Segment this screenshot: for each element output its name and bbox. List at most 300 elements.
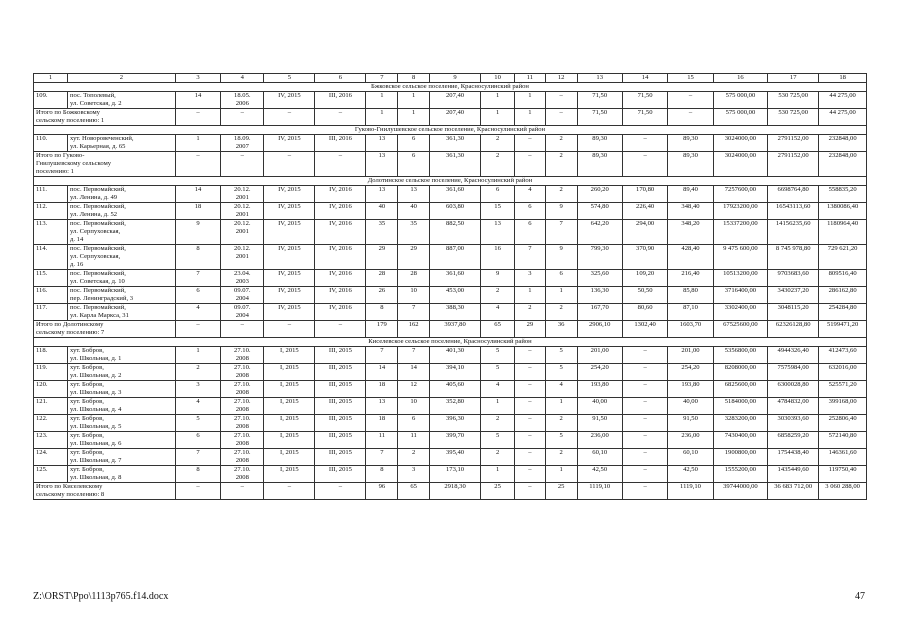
subtotal-cell: 2 xyxy=(481,152,515,177)
table-cell: 1 xyxy=(175,347,220,364)
table-cell: 60,10 xyxy=(668,449,713,466)
table-cell: 8 xyxy=(366,466,398,483)
table-cell: 20.12. 2001 xyxy=(221,245,264,270)
table-cell: 348,40 xyxy=(668,203,713,220)
subtotal-cell: 71,50 xyxy=(577,109,622,126)
table-cell: – xyxy=(515,364,546,381)
table-cell: 89,40 xyxy=(668,186,713,203)
table-cell: 7430400,00 xyxy=(713,432,767,449)
table-cell: 574,80 xyxy=(577,203,622,220)
subtotal-cell: – xyxy=(221,321,264,338)
table-cell: – xyxy=(515,466,546,483)
table-cell: 799,30 xyxy=(577,245,622,270)
table-cell: 26 xyxy=(366,287,398,304)
column-number: 1 xyxy=(34,74,68,83)
subtotal-label: Итого по Киселевскому сельскому поселению: 8 xyxy=(34,483,176,500)
row-number: 120. xyxy=(34,381,68,398)
subtotal-cell: 2 xyxy=(545,152,577,177)
table-cell: 193,80 xyxy=(668,381,713,398)
table-cell: 401,30 xyxy=(430,347,481,364)
section-title-row xyxy=(34,83,867,92)
subtotal-cell: – xyxy=(315,321,366,338)
table-cell: 9 xyxy=(545,203,577,220)
column-number: 3 xyxy=(175,74,220,83)
table-row xyxy=(34,381,867,398)
table-cell: 80,60 xyxy=(622,304,667,321)
address-cell: пос. Первомайский, ул. Ленина, д. 52 xyxy=(68,203,176,220)
row-number: 123. xyxy=(34,432,68,449)
table-cell: 35 xyxy=(398,220,430,245)
table-cell: 6 xyxy=(515,203,546,220)
table-cell: IV, 2016 xyxy=(315,186,366,203)
table-cell: 14 xyxy=(366,364,398,381)
subtotal-label: Итого по Божковскому сельскому поселению: 1 xyxy=(34,109,176,126)
file-path: Z:\ORST\Ppo\1113p765.f14.docx xyxy=(33,591,169,602)
table-cell: 10 xyxy=(398,398,430,415)
table-cell: 388,30 xyxy=(430,304,481,321)
table-cell: 5 xyxy=(545,364,577,381)
table-cell: 8 xyxy=(175,245,220,270)
table-cell: – xyxy=(515,449,546,466)
table-cell: 4944326,40 xyxy=(768,347,819,364)
table-cell: III, 2015 xyxy=(315,381,366,398)
subtotal-cell: 62326128,80 xyxy=(768,321,819,338)
table-cell: 15337200,00 xyxy=(713,220,767,245)
table-cell: – xyxy=(622,449,667,466)
subtotal-cell: – xyxy=(221,483,264,500)
table-cell: 6825600,00 xyxy=(713,381,767,398)
table-cell: 28 xyxy=(398,270,430,287)
table-row xyxy=(34,245,867,270)
table-cell: 9 475 600,00 xyxy=(713,245,767,270)
table-cell: 27.10. 2008 xyxy=(221,415,264,432)
table-cell: 29 xyxy=(398,245,430,270)
table-cell: 8208000,00 xyxy=(713,364,767,381)
address-cell: хут. Бобров, ул. Школьная, д. 1 xyxy=(68,347,176,364)
table-cell: 15 xyxy=(481,203,515,220)
table-cell: 525571,20 xyxy=(819,381,867,398)
table-cell: 2 xyxy=(481,287,515,304)
table-cell: 85,80 xyxy=(668,287,713,304)
subtotal-cell: 361,30 xyxy=(430,152,481,177)
subtotal-cell: 44 275,00 xyxy=(819,109,867,126)
subtotal-cell: – xyxy=(315,152,366,177)
row-number: 113. xyxy=(34,220,68,245)
column-number: 2 xyxy=(68,74,176,83)
table-cell: 3716400,00 xyxy=(713,287,767,304)
table-cell: III, 2015 xyxy=(315,415,366,432)
table-cell: 6 xyxy=(515,220,546,245)
column-number: 4 xyxy=(221,74,264,83)
table-row xyxy=(34,432,867,449)
table-cell: 71,50 xyxy=(577,92,622,109)
table-cell: 40,00 xyxy=(577,398,622,415)
subtotal-cell: 207,40 xyxy=(430,109,481,126)
table-cell: 7 xyxy=(175,449,220,466)
table-cell: 10 xyxy=(398,287,430,304)
table-cell: 9 xyxy=(545,245,577,270)
table-cell: 3 xyxy=(398,466,430,483)
address-cell: пос. Первомайский, ул. Серпуховская, д. 14 xyxy=(68,220,176,245)
document-sheet xyxy=(33,73,867,500)
table-cell: 71,50 xyxy=(622,92,667,109)
table-cell: 2 xyxy=(175,364,220,381)
table-row xyxy=(34,203,867,220)
table-cell: 412473,60 xyxy=(819,347,867,364)
table-cell: 87,10 xyxy=(668,304,713,321)
table-cell: 16543113,60 xyxy=(768,203,819,220)
table-cell: 09.07. 2004 xyxy=(221,287,264,304)
table-cell: 167,70 xyxy=(577,304,622,321)
column-number: 12 xyxy=(545,74,577,83)
table-cell: 91,50 xyxy=(577,415,622,432)
page-number: 47 xyxy=(855,591,865,602)
address-cell: пос. Первомайский, ул. Советская, д. 10 xyxy=(68,270,176,287)
table-cell: 6 xyxy=(481,186,515,203)
subtotal-cell: 1119,10 xyxy=(668,483,713,500)
table-cell: 27.10. 2008 xyxy=(221,466,264,483)
table-cell: III, 2016 xyxy=(315,92,366,109)
address-cell: пос. Тополевый, ул. Советская, д. 2 xyxy=(68,92,176,109)
subtotal-cell: 25 xyxy=(545,483,577,500)
table-cell: 9703683,60 xyxy=(768,270,819,287)
table-cell: 27.10. 2008 xyxy=(221,432,264,449)
table-cell: 603,80 xyxy=(430,203,481,220)
table-cell: – xyxy=(622,415,667,432)
table-cell: 1 xyxy=(515,287,546,304)
table-cell: 23.04. 2003 xyxy=(221,270,264,287)
table-cell: 7 xyxy=(398,304,430,321)
table-cell: 44 275,00 xyxy=(819,92,867,109)
column-number: 11 xyxy=(515,74,546,83)
table-cell: I, 2015 xyxy=(264,347,315,364)
table-cell: 1 xyxy=(545,287,577,304)
table-cell: 453,00 xyxy=(430,287,481,304)
subtotal-cell: 1 xyxy=(481,109,515,126)
table-cell: 28 xyxy=(366,270,398,287)
section-title: Долотинское сельское поселение, Красносулинский район xyxy=(34,177,867,186)
table-cell: 6 xyxy=(175,432,220,449)
table-cell: I, 2015 xyxy=(264,415,315,432)
table-cell: 40,00 xyxy=(668,398,713,415)
table-cell: 4 xyxy=(515,186,546,203)
table-cell: 40 xyxy=(398,203,430,220)
table-cell: 109,20 xyxy=(622,270,667,287)
table-row xyxy=(34,364,867,381)
table-cell: III, 2015 xyxy=(315,347,366,364)
table-cell: 2 xyxy=(481,415,515,432)
data-table xyxy=(33,73,867,500)
table-cell: IV, 2016 xyxy=(315,203,366,220)
column-number: 7 xyxy=(366,74,398,83)
subtotal-cell: 1 xyxy=(515,109,546,126)
subtotal-label: Итого по Долотинскому сельскому поселению: 7 xyxy=(34,321,176,338)
table-cell: 8 xyxy=(175,466,220,483)
row-number: 121. xyxy=(34,398,68,415)
table-cell: 1 xyxy=(545,466,577,483)
table-cell: 146361,60 xyxy=(819,449,867,466)
row-number: 117. xyxy=(34,304,68,321)
table-cell: 2 xyxy=(545,415,577,432)
table-cell: 18.05. 2006 xyxy=(221,92,264,109)
table-row xyxy=(34,135,867,152)
table-cell: 1 xyxy=(175,135,220,152)
table-cell: 7 xyxy=(545,220,577,245)
table-cell: 1754438,40 xyxy=(768,449,819,466)
table-cell: 632016,00 xyxy=(819,364,867,381)
table-cell: 27.10. 2008 xyxy=(221,398,264,415)
table-cell: 558835,20 xyxy=(819,186,867,203)
table-cell: 10513200,00 xyxy=(713,270,767,287)
address-cell: пос. Первомайский, ул. Карла Маркса, 31 xyxy=(68,304,176,321)
table-cell: IV, 2015 xyxy=(264,270,315,287)
table-cell: 1180964,40 xyxy=(819,220,867,245)
subtotal-cell: 96 xyxy=(366,483,398,500)
subtotal-cell: 71,50 xyxy=(622,109,667,126)
subtotal-label: Итого по Гуково- Гнилушевскому сельскому поселению: 1 xyxy=(34,152,176,177)
subtotal-row xyxy=(34,152,867,177)
table-cell: 1 xyxy=(545,398,577,415)
column-number: 17 xyxy=(768,74,819,83)
table-cell: 361,60 xyxy=(430,186,481,203)
table-cell: IV, 2016 xyxy=(315,287,366,304)
address-cell: пос. Первомайский, ул. Ленина, д. 49 xyxy=(68,186,176,203)
table-cell: III, 2015 xyxy=(315,432,366,449)
table-row xyxy=(34,304,867,321)
subtotal-cell: 1603,70 xyxy=(668,321,713,338)
table-cell: 252806,40 xyxy=(819,415,867,432)
column-number: 10 xyxy=(481,74,515,83)
table-cell: 7 xyxy=(366,449,398,466)
table-cell: 1 xyxy=(398,92,430,109)
row-number: 109. xyxy=(34,92,68,109)
table-cell: 5 xyxy=(481,347,515,364)
subtotal-cell: 232848,00 xyxy=(819,152,867,177)
table-cell: III, 2015 xyxy=(315,449,366,466)
subtotal-cell: – xyxy=(264,483,315,500)
table-cell: I, 2015 xyxy=(264,432,315,449)
table-cell: 35 xyxy=(366,220,398,245)
table-cell: III, 2015 xyxy=(315,466,366,483)
column-number: 6 xyxy=(315,74,366,83)
table-cell: 13 xyxy=(366,135,398,152)
subtotal-cell: 39744000,00 xyxy=(713,483,767,500)
table-cell: 6698764,80 xyxy=(768,186,819,203)
subtotal-cell: 6 xyxy=(398,152,430,177)
subtotal-cell: – xyxy=(221,152,264,177)
table-cell: 352,80 xyxy=(430,398,481,415)
table-cell: 1435449,60 xyxy=(768,466,819,483)
subtotal-cell: – xyxy=(315,109,366,126)
table-cell: 325,60 xyxy=(577,270,622,287)
subtotal-row xyxy=(34,321,867,338)
table-cell: – xyxy=(515,347,546,364)
table-cell: 3 xyxy=(515,270,546,287)
section-title: Киселевское сельское поселение, Красносулинский район xyxy=(34,338,867,347)
table-cell: 5356800,00 xyxy=(713,347,767,364)
table-cell: 232848,00 xyxy=(819,135,867,152)
table-cell: 50,50 xyxy=(622,287,667,304)
subtotal-cell: – xyxy=(175,152,220,177)
table-cell: 5 xyxy=(481,364,515,381)
table-cell: – xyxy=(622,364,667,381)
table-cell: IV, 2015 xyxy=(264,245,315,270)
table-cell: – xyxy=(622,432,667,449)
table-cell: 60,10 xyxy=(577,449,622,466)
table-cell: 5184000,00 xyxy=(713,398,767,415)
section-title: Бжковское сельское поселение, Красносулинский район xyxy=(34,83,867,92)
table-cell: 207,40 xyxy=(430,92,481,109)
table-cell: 6 xyxy=(398,415,430,432)
table-cell: 14 xyxy=(175,92,220,109)
subtotal-cell: 530 725,00 xyxy=(768,109,819,126)
subtotal-cell: 1 xyxy=(366,109,398,126)
subtotal-cell: – xyxy=(175,321,220,338)
table-cell: 348,20 xyxy=(668,220,713,245)
table-cell: 1 xyxy=(515,92,546,109)
table-cell: 3048115,20 xyxy=(768,304,819,321)
subtotal-cell: 2791152,00 xyxy=(768,152,819,177)
table-cell: 1555200,00 xyxy=(713,466,767,483)
subtotal-cell: – xyxy=(315,483,366,500)
table-cell: 7 xyxy=(515,245,546,270)
table-cell: IV, 2016 xyxy=(315,220,366,245)
table-cell: IV, 2015 xyxy=(264,203,315,220)
section-title-row xyxy=(34,126,867,135)
column-number: 5 xyxy=(264,74,315,83)
table-row xyxy=(34,449,867,466)
table-cell: 286162,80 xyxy=(819,287,867,304)
table-cell: 405,60 xyxy=(430,381,481,398)
table-cell: 4 xyxy=(481,304,515,321)
table-cell: 18.09. 2007 xyxy=(221,135,264,152)
subtotal-cell: – xyxy=(668,109,713,126)
subtotal-cell: 25 xyxy=(481,483,515,500)
subtotal-cell: 29 xyxy=(515,321,546,338)
table-cell: IV, 2016 xyxy=(315,245,366,270)
table-cell: 361,60 xyxy=(430,270,481,287)
table-row xyxy=(34,270,867,287)
subtotal-cell: – xyxy=(622,483,667,500)
table-cell: 20.12. 2001 xyxy=(221,203,264,220)
subtotal-cell: – xyxy=(515,152,546,177)
table-cell: 1 xyxy=(481,92,515,109)
table-cell: 1380086,40 xyxy=(819,203,867,220)
table-cell: 2 xyxy=(545,186,577,203)
table-cell: 6858259,20 xyxy=(768,432,819,449)
table-cell: 2 xyxy=(481,135,515,152)
address-cell: хут. Бобров, ул. Школьная, д. 2 xyxy=(68,364,176,381)
row-number: 110. xyxy=(34,135,68,152)
address-cell: хут. Бобров, ул. Школьная, д. 8 xyxy=(68,466,176,483)
table-row xyxy=(34,92,867,109)
table-cell: 2 xyxy=(545,135,577,152)
table-cell: 5 xyxy=(481,432,515,449)
table-cell: 399,70 xyxy=(430,432,481,449)
column-number: 15 xyxy=(668,74,713,83)
table-cell: 14 xyxy=(398,364,430,381)
subtotal-cell: 3 060 288,00 xyxy=(819,483,867,500)
table-cell: – xyxy=(668,92,713,109)
table-cell: 193,80 xyxy=(577,381,622,398)
subtotal-cell: 162 xyxy=(398,321,430,338)
table-cell: 254,20 xyxy=(668,364,713,381)
subtotal-cell: 65 xyxy=(481,321,515,338)
table-cell: 361,30 xyxy=(430,135,481,152)
subtotal-row xyxy=(34,483,867,500)
table-cell: 173,10 xyxy=(430,466,481,483)
column-number: 18 xyxy=(819,74,867,83)
address-cell: хут. Бобров, ул. Школьная, д. 7 xyxy=(68,449,176,466)
table-cell: 89,30 xyxy=(577,135,622,152)
subtotal-cell: – xyxy=(622,152,667,177)
table-cell: 5 xyxy=(175,415,220,432)
table-cell: 8 745 978,80 xyxy=(768,245,819,270)
table-cell: 6300028,80 xyxy=(768,381,819,398)
table-cell: – xyxy=(515,432,546,449)
subtotal-cell: – xyxy=(264,321,315,338)
table-cell: 16 xyxy=(481,245,515,270)
table-cell: – xyxy=(515,381,546,398)
table-row xyxy=(34,287,867,304)
subtotal-cell: – xyxy=(545,109,577,126)
table-cell: – xyxy=(515,415,546,432)
table-cell: 216,40 xyxy=(668,270,713,287)
subtotal-cell: 3937,80 xyxy=(430,321,481,338)
table-cell: 882,50 xyxy=(430,220,481,245)
row-number: 111. xyxy=(34,186,68,203)
table-cell: 119750,40 xyxy=(819,466,867,483)
table-cell: 396,30 xyxy=(430,415,481,432)
table-cell: – xyxy=(622,381,667,398)
table-cell: 3430237,20 xyxy=(768,287,819,304)
table-cell: 572140,80 xyxy=(819,432,867,449)
table-cell: – xyxy=(545,92,577,109)
table-cell: 642,20 xyxy=(577,220,622,245)
row-number: 112. xyxy=(34,203,68,220)
table-cell: 18 xyxy=(366,415,398,432)
row-number: 115. xyxy=(34,270,68,287)
table-cell: 1 xyxy=(481,466,515,483)
table-cell: 27.10. 2008 xyxy=(221,347,264,364)
table-cell: 91,50 xyxy=(668,415,713,432)
table-cell: 4 xyxy=(175,398,220,415)
table-cell: 9 xyxy=(481,270,515,287)
subtotal-cell: 36 683 712,00 xyxy=(768,483,819,500)
table-cell: 7 xyxy=(175,270,220,287)
table-cell: 2 xyxy=(545,449,577,466)
subtotal-cell: 1 xyxy=(398,109,430,126)
subtotal-cell: 1302,40 xyxy=(622,321,667,338)
subtotal-cell: 2918,30 xyxy=(430,483,481,500)
table-row xyxy=(34,347,867,364)
table-cell: 2 xyxy=(515,304,546,321)
section-title: Гуково-Гнилушевское сельское поселение, Красносулинский район xyxy=(34,126,867,135)
table-cell: 4 xyxy=(545,381,577,398)
table-cell: III, 2015 xyxy=(315,398,366,415)
table-cell: 428,40 xyxy=(668,245,713,270)
row-number: 125. xyxy=(34,466,68,483)
subtotal-cell: 89,30 xyxy=(577,152,622,177)
table-cell: 201,00 xyxy=(668,347,713,364)
subtotal-cell: 575 000,00 xyxy=(713,109,767,126)
table-cell: 11 xyxy=(398,432,430,449)
table-cell: 40 xyxy=(366,203,398,220)
address-cell: пос. Первомайский, ул. Серпуховская, д. 16 xyxy=(68,245,176,270)
table-cell: 260,20 xyxy=(577,186,622,203)
table-cell: 729 621,20 xyxy=(819,245,867,270)
table-cell: IV, 2016 xyxy=(315,270,366,287)
